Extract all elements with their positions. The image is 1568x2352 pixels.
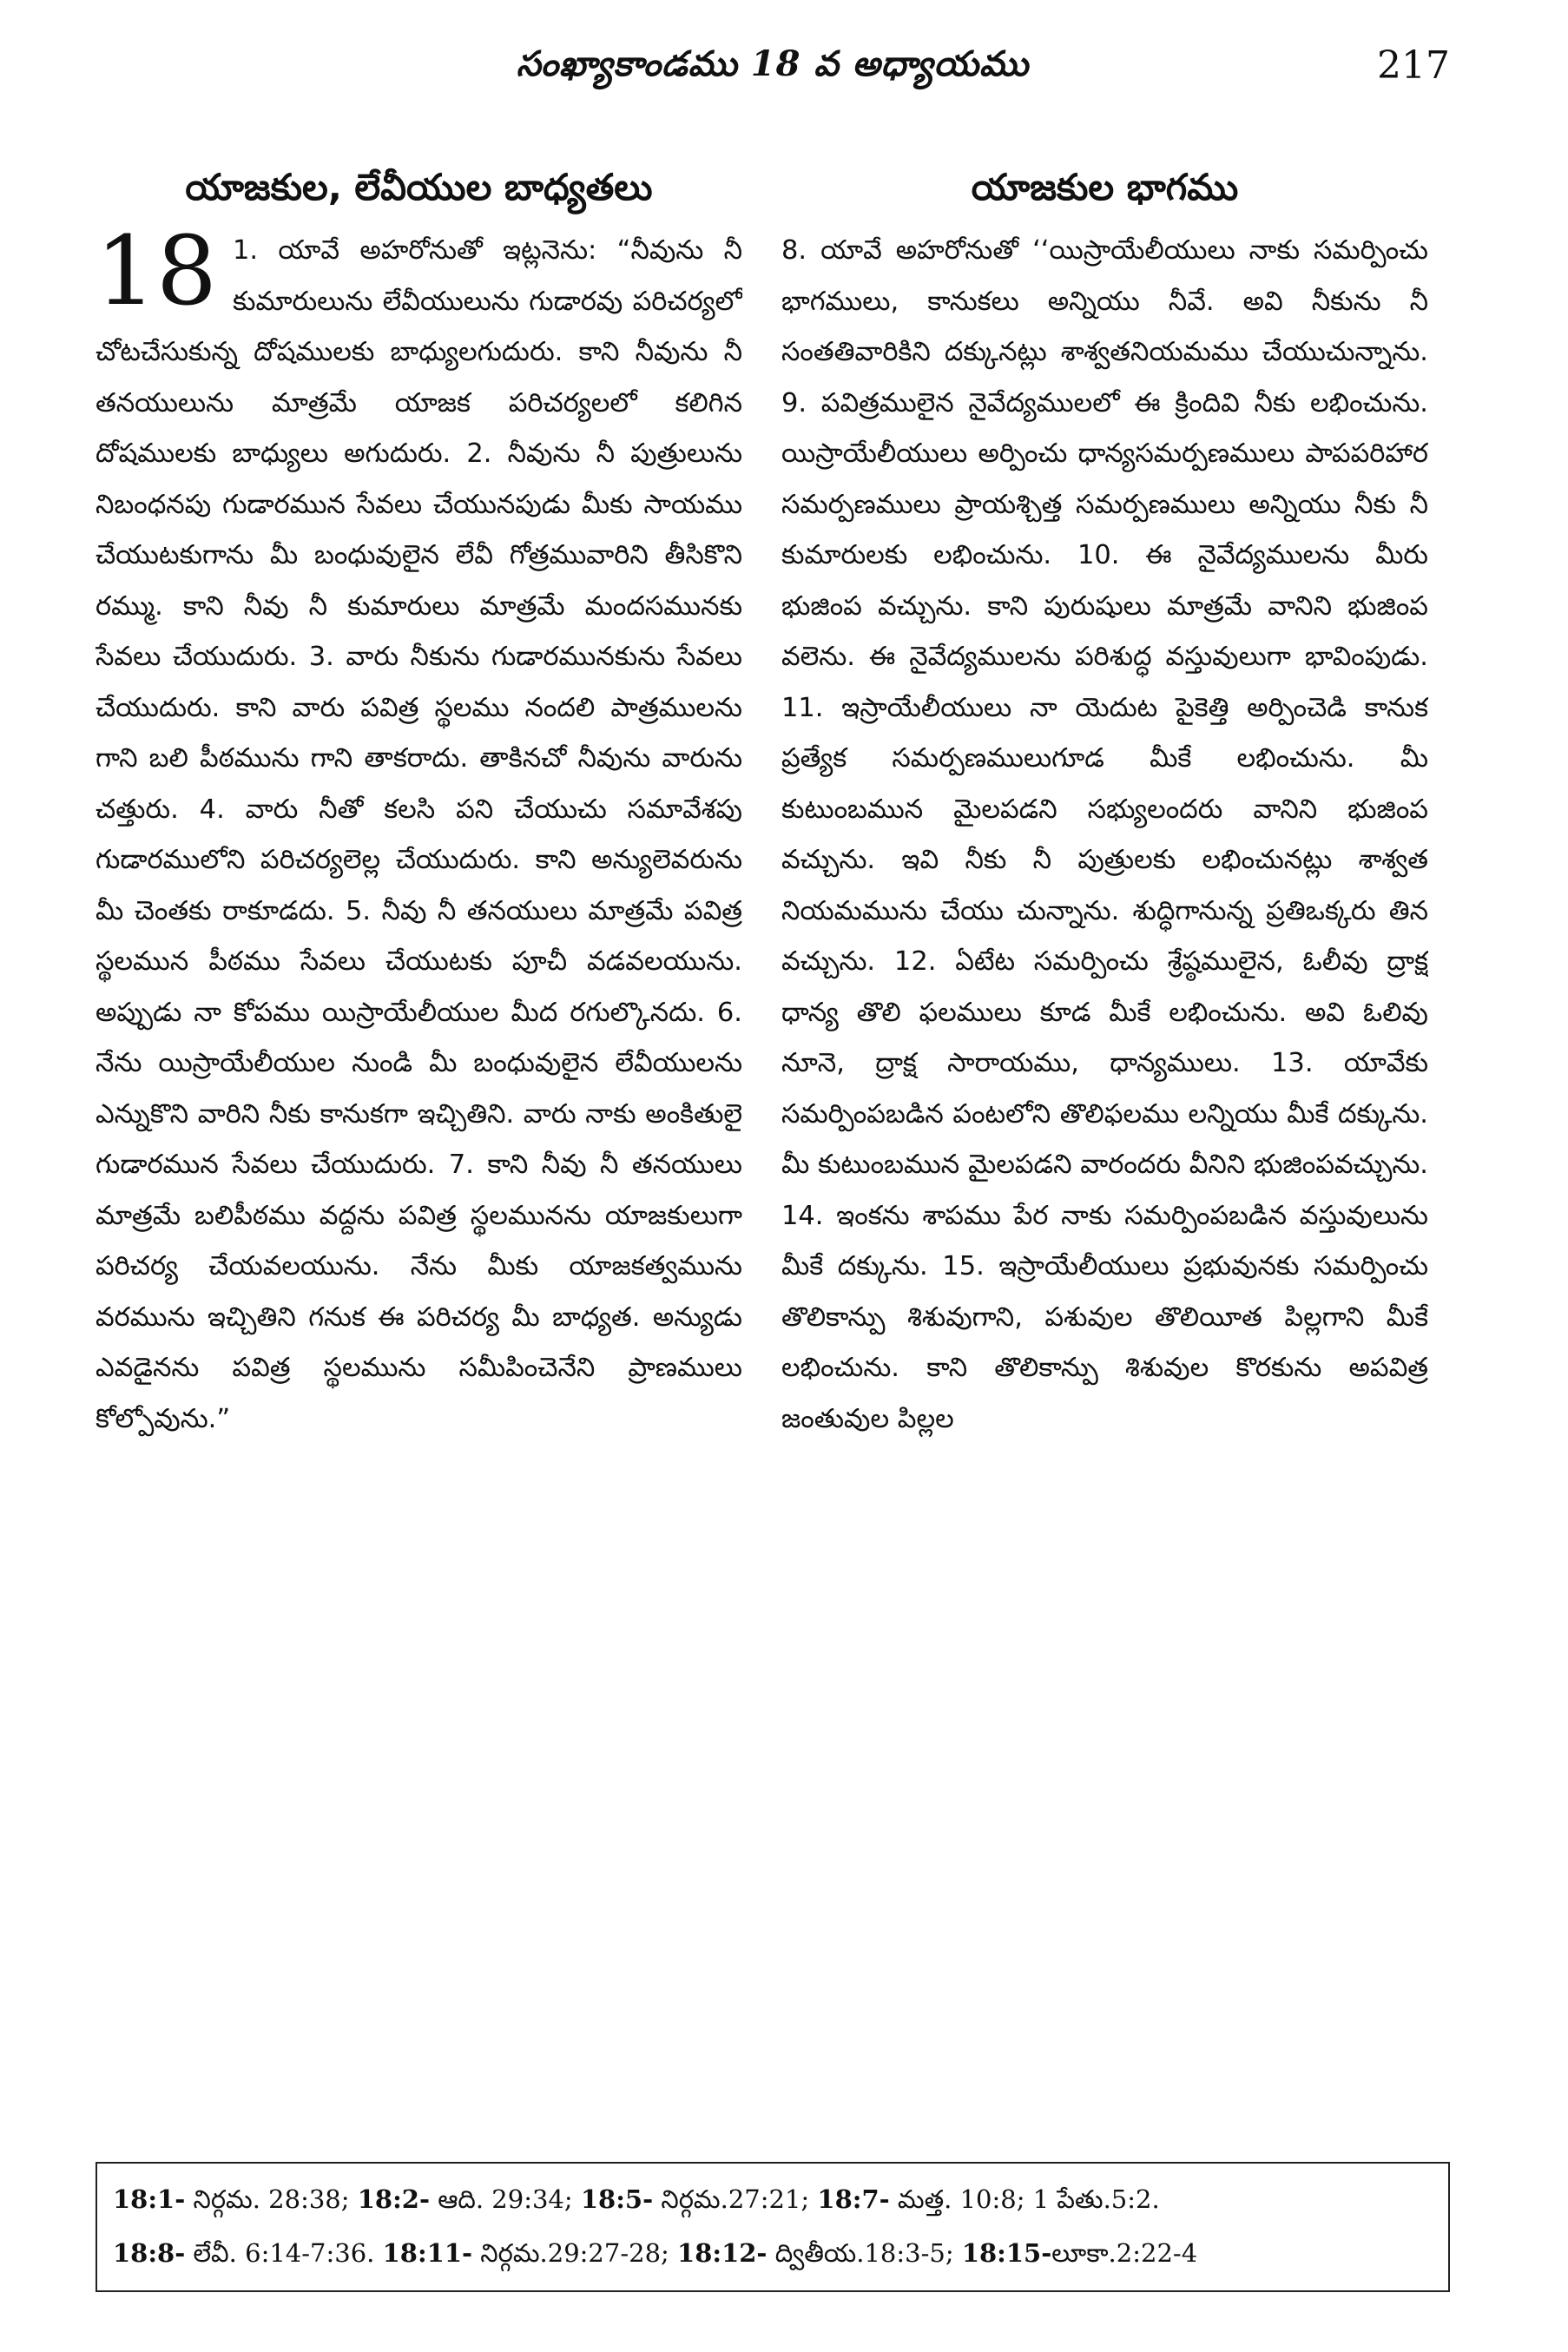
- cross-references-box: [96, 2162, 1450, 2292]
- ref-text: నిర్గమ.29:27-28;: [472, 2238, 678, 2268]
- verses-8-15: 8. యావే అహరోనుతో ‘‘యిస్రాయేలీయులు నాకు సమర్పించు భాగములు, కానుకలు అన్నియు నీవే. అవి నీకును నీ సంతతివారికిని దక్కునట్లు శాశ్వతనియమము చేయుచున్నాను. 9. పవిత్రములైన నైవేద్యములలో ఈ క్రిందివి నీకు లభించును. యిస్రాయేలీయులు అర్పించు ధాన్యసమర్పణములు పాపపరిహార సమర్పణములు ప్రాయశ్చిత్త సమర్పణములు అన్నియు నీకు నీ కుమారులకు లభించును. 10. ఈ నైవేద్యములను మీరు భుజింప వచ్చును. కాని పురుషులు మాత్రమే వానిని భుజింప వలెను. ఈ నైవేద్యములను పరిశుద్ధ వస్తువులుగా భావింపుడు. 11. ఇస్రాయేలీయులు నా యెదుట పైకెత్తి అర్పించెడి కానుక ప్రత్యేక సమర్పణములుగూడ మీకే లభించును. మీ కుటుంబమున మైలపడని సభ్యులందరు వానిని భుజింప వచ్చును. ఇవి నీకు నీ పుత్రులకు లభించునట్లు శాశ్వత నియమమును చేయు చున్నాను. శుద్ధిగానున్న ప్రతిఒక్కరు తిన వచ్చును. 12. ఏటేట సమర్పించు శ్రేష్ఠములైన, ఓలీవు ద్రాక్ష ధాన్య తొలి ఫలములు కూడ మీకే లభించును. అవి ఓలివు నూనె, ద్రాక్ష సారాయము, ధాన్యములు. 13. యావేకు సమర్పింపబడిన పంటలోని తొలిఫలము లన్నియు మీకే దక్కును. మీ కుటుంబమున మైలపడని వారందరు వీనిని భుజింపవచ్చును. 14. ఇంకను శాపము పేర నాకు సమర్పింపబడిన వస్తువులును మీకే దక్కును. 15. ఇస్రాయేలీయులు ప్రభువునకు సమర్పించు తొలికాన్పు శిశువుగాని, పశువుల తొలియీత పిల్లగాని మీకే లభించును. కాని తొలికాన్పు శిశువుల కొరకును అపవిత్ర జంతువుల పిల్లల: [781, 235, 1428, 1434]
- ref-label: 18:5-: [580, 2184, 654, 2214]
- chapter-text-left: [96, 215, 742, 1445]
- ref-text: నిర్గమ.27:21;: [653, 2184, 818, 2214]
- reference-line-1: [113, 2172, 1433, 2226]
- ref-label: 18:1-: [113, 2184, 186, 2214]
- ref-text: ద్వితీయ.18:3-5;: [767, 2238, 962, 2268]
- section-heading-priests-levites: యాజకుల, లేవీయుల బాధ్యతలు: [185, 166, 653, 208]
- left-column: [96, 165, 742, 2136]
- ref-text: లేవీ. 6:14-7:36.: [185, 2238, 383, 2268]
- verses-1-7: 1. యావే అహరోనుతో ఇట్లనెను: “నీవును నీ కుమారులును లేవీయులును గుడారవు పరిచర్యలో చోటచేసుకున్న దోషములకు బాధ్యులగుదురు. కాని నీవును నీ తనయులును మాత్రమే యాజక పరిచర్యలలో కలిగిన దోషములకు బాధ్యులు అగుదురు. 2. నీవును నీ పుత్రులును నిబంధనపు గుడారమున సేవలు చేయునపుడు మీకు సాయము చేయుటకుగాను మీ బంధువులైన లేవీ గోత్రమువారిని తీసికొని రమ్ము. కాని నీవు నీ కుమారులు మాత్రమే మందసమునకు సేవలు చేయుదురు. 3. వారు నీకును గుడారమునకును సేవలు చేయుదురు. కాని వారు పవిత్ర స్థలము నందలి పాత్రములను గాని బలి పీఠమును గాని తాకరాదు. తాకినచో నీవును వారును చత్తురు. 4. వారు నీతో కలసి పని చేయుచు సమావేశపు గుడారములోని పరిచర్యలెల్ల చేయుదురు. కాని అన్యులెవరును మీ చెంతకు రాకూడదు. 5. నీవు నీ తనయులు మాత్రమే పవిత్ర స్థలమున పీఠము సేవలు చేయుటకు పూచీ వడవలయును. అప్పుడు నా కోపము యిస్రాయేలీయుల మీద రగుల్కొనదు. 6. నేను యిస్రాయేలీయుల నుండి మీ బంధువులైన లేవీయులను ఎన్నుకొని వారిని నీకు కానుకగా ఇచ్చితిని. వారు నాకు అంకితులై గుడారమున సేవలు చేయుదురు. 7. కాని నీవు నీ తనయులు మాత్రమే బలిపీఠము వద్దను పవిత్ర స్థలమునను యాజకులుగా పరిచర్య చేయవలయును. నేను మీకు యాజకత్వమును వరమును ఇచ్చితిని గనుక ఈ పరిచర్య మీ బాధ్యత. అన్యుడు ఎవడైనను పవిత్ర స్థలమును సమీపించెనేని ప్రాణములు కోల్పోవును.”: [96, 235, 742, 1434]
- reference-line-2: [113, 2226, 1433, 2280]
- ref-label: 18:8-: [113, 2238, 186, 2268]
- section-heading-priests-share: యాజకుల భాగము: [971, 166, 1239, 208]
- right-column: [781, 165, 1428, 2136]
- ref-text: మత్త. 10:8; 1 పేతు.5:2.: [889, 2184, 1160, 2214]
- ref-text: ఆది. 29:34;: [430, 2184, 581, 2214]
- text-columns: [96, 165, 1450, 2136]
- running-title: సంఖ్యాకాండము 18 వ అధ్యాయము: [516, 43, 1030, 84]
- ref-label: 18:15-: [961, 2238, 1052, 2268]
- page-number: 217: [1377, 43, 1450, 88]
- ref-label: 18:7-: [817, 2184, 890, 2214]
- ref-label: 18:12-: [677, 2238, 768, 2268]
- ref-label: 18:11-: [382, 2238, 473, 2268]
- page-header: [96, 43, 1450, 104]
- ref-text: లూకా.2:22-4: [1051, 2238, 1198, 2268]
- ref-label: 18:2-: [357, 2184, 431, 2214]
- ref-text: నిర్గమ. 28:38;: [185, 2184, 358, 2214]
- chapter-number: 18: [96, 215, 217, 326]
